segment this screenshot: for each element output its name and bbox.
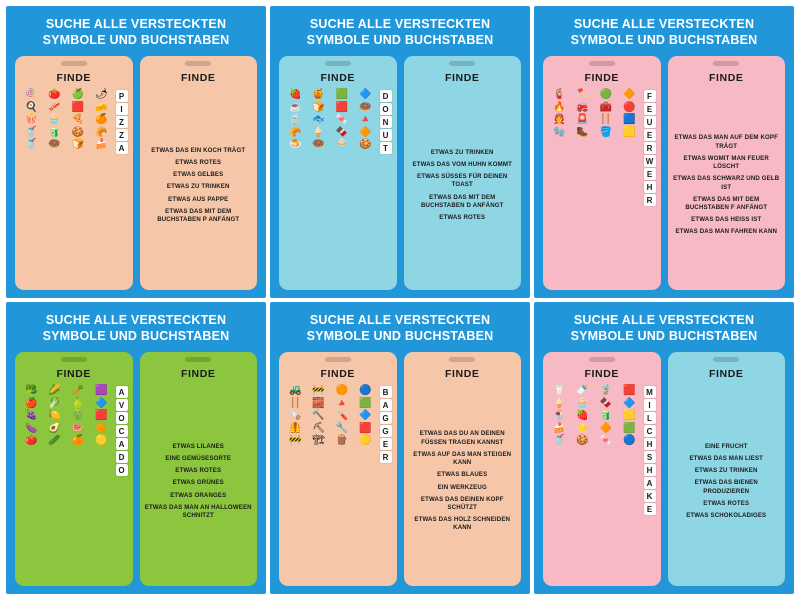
worksheet-card bbox=[6, 6, 266, 298]
symbol-icon: 🔷 bbox=[623, 397, 636, 409]
symbol-icon: 🧃 bbox=[599, 410, 613, 421]
panel-title: FINDE bbox=[445, 72, 480, 84]
card-title: SUCHE ALLE VERSTECKTEN SYMBOLE UND BUCHSTABEN bbox=[42, 17, 230, 47]
clue-item: ETWAS LILANES bbox=[172, 442, 224, 450]
clue-item: ETWAS DAS MIT DEM BUCHSTABEN D ANFÄNGT bbox=[420, 193, 504, 209]
symbol-icon: 🍯 bbox=[312, 89, 325, 100]
icon-panel-body bbox=[548, 89, 656, 282]
clue-item: ETWAS DAS MIT DEM BUCHSTABEN P ANFÄNGT bbox=[157, 207, 240, 224]
letter-tile: R bbox=[644, 142, 656, 154]
icon-grid bbox=[548, 385, 641, 447]
symbol-icon: 🍪 bbox=[71, 126, 85, 138]
letter-tile: H bbox=[644, 438, 656, 450]
symbol-icon: 🧋 bbox=[599, 385, 613, 396]
clue-item: EINE FRUCHT bbox=[704, 442, 748, 450]
symbol-icon: 🟥 bbox=[95, 410, 108, 421]
panel-tab-clue bbox=[713, 61, 739, 66]
symbol-icon: 🥓 bbox=[48, 101, 61, 113]
symbol-icon: 🍿 bbox=[24, 114, 38, 125]
panel-title: FINDE bbox=[320, 368, 355, 380]
symbol-icon: 🍎 bbox=[24, 397, 38, 409]
icon-grid bbox=[284, 385, 377, 447]
panel-title: FINDE bbox=[445, 368, 480, 380]
symbol-icon: 🍫 bbox=[335, 126, 349, 138]
symbol-icon: 🍩 bbox=[359, 101, 372, 113]
symbol-icon: 🔥 bbox=[552, 101, 566, 113]
letter-tile: Z bbox=[116, 116, 128, 128]
panel-tab-icon bbox=[325, 61, 351, 66]
letter-tile: S bbox=[644, 451, 656, 463]
clue-list bbox=[143, 385, 255, 578]
symbol-icon: ☕ bbox=[288, 101, 302, 113]
worksheet-card bbox=[270, 6, 530, 298]
letter-tile: N bbox=[380, 116, 392, 128]
symbol-icon: 🟥 bbox=[623, 385, 636, 396]
panel-title: FINDE bbox=[56, 72, 91, 84]
clue-item: ETWAS WOMIT MAN FEUER LÖSCHT bbox=[683, 154, 769, 171]
symbol-icon: 🍞 bbox=[312, 101, 325, 113]
symbol-icon: 🪵 bbox=[335, 435, 349, 446]
symbol-icon: 🍳 bbox=[24, 101, 38, 113]
symbol-icon: 👨‍🚒 bbox=[552, 114, 566, 125]
panel-title: FINDE bbox=[56, 368, 91, 380]
letter-tile: A bbox=[116, 142, 128, 154]
icon-panel bbox=[543, 352, 661, 586]
symbol-icon: 🏗 bbox=[312, 435, 325, 446]
clue-item: ETWAS DAS MAN LIEST bbox=[689, 454, 764, 462]
symbol-icon: 🍮 bbox=[288, 139, 302, 150]
symbol-icon: 🍨 bbox=[552, 410, 566, 421]
panel-tab-clue bbox=[449, 61, 475, 66]
clue-item: EINE GEMÜSESORTE bbox=[165, 454, 232, 462]
symbol-icon: 🥾 bbox=[576, 126, 589, 138]
icon-panel bbox=[15, 352, 133, 586]
symbol-icon: 🚜 bbox=[288, 385, 302, 396]
symbol-icon: 🟡 bbox=[359, 435, 372, 446]
symbol-icon: 🍪 bbox=[359, 139, 372, 150]
letter-tile: I bbox=[116, 103, 128, 115]
symbol-icon: 🍓 bbox=[576, 410, 589, 421]
symbol-icon: 🍊 bbox=[95, 114, 108, 125]
icon-panel bbox=[543, 56, 661, 290]
symbol-icon: 🚨 bbox=[576, 114, 589, 125]
clue-item: ETWAS DAS MAN AN HALLOWEEN SCHNITZT bbox=[144, 503, 252, 520]
letter-column bbox=[116, 89, 128, 154]
icon-grid bbox=[20, 385, 113, 447]
symbol-icon: 🥤 bbox=[24, 139, 38, 150]
letter-tile: D bbox=[380, 90, 392, 102]
symbol-icon: 🔷 bbox=[359, 89, 372, 100]
letter-tile: E bbox=[380, 438, 392, 450]
symbol-icon: 🔵 bbox=[359, 385, 372, 396]
symbol-icon: 🍕 bbox=[71, 114, 85, 125]
symbol-icon: 🍰 bbox=[95, 139, 108, 150]
symbol-icon: 🍊 bbox=[71, 435, 85, 446]
clue-item: ETWAS ROTES bbox=[175, 158, 222, 166]
symbol-icon: 🪛 bbox=[335, 410, 349, 421]
icon-panel bbox=[279, 352, 397, 586]
symbol-icon: 🥤 bbox=[24, 126, 38, 138]
symbol-icon: 🔶 bbox=[95, 422, 108, 434]
symbol-icon: 🧁 bbox=[576, 397, 589, 409]
card-title: SUCHE ALLE VERSTECKTEN SYMBOLE UND BUCHSTABEN bbox=[570, 313, 758, 343]
symbol-icon: 🥤 bbox=[552, 435, 566, 446]
panel-title: FINDE bbox=[584, 72, 619, 84]
letter-tile: M bbox=[644, 386, 656, 398]
clue-list bbox=[407, 89, 519, 282]
symbol-icon: 🔴 bbox=[623, 101, 636, 113]
panel-tab-icon bbox=[325, 357, 351, 362]
symbol-icon: 🌽 bbox=[48, 385, 61, 396]
clue-panel bbox=[668, 56, 786, 290]
symbol-icon: 🍇 bbox=[24, 410, 38, 421]
letter-tile: H bbox=[644, 464, 656, 476]
symbol-icon: 🧁 bbox=[48, 114, 61, 125]
card-panels bbox=[279, 352, 521, 586]
symbol-icon: 🔺 bbox=[335, 397, 349, 409]
clue-item: ETWAS DAS DEINEN KOPF SCHÜTZT bbox=[420, 495, 504, 511]
symbol-icon: 🍪 bbox=[576, 435, 589, 446]
symbol-icon: 🔶 bbox=[359, 126, 372, 138]
letter-tile: E bbox=[644, 129, 656, 141]
clue-item: ETWAS ROTES bbox=[703, 499, 750, 507]
letter-tile: W bbox=[644, 155, 656, 167]
letter-tile: T bbox=[380, 142, 392, 154]
icon-grid bbox=[284, 89, 377, 151]
worksheet-card bbox=[6, 302, 266, 594]
letter-column bbox=[380, 385, 392, 463]
icon-panel-body bbox=[284, 385, 392, 578]
letter-tile: F bbox=[644, 90, 656, 102]
panel-tab-icon bbox=[61, 357, 87, 362]
panel-tab-icon bbox=[589, 357, 615, 362]
letter-tile: A bbox=[644, 477, 656, 489]
clue-item: ETWAS DAS DU AN DEINEN FÜSSEN TRAGEN KANNST bbox=[419, 430, 505, 446]
symbol-icon: 🍋 bbox=[48, 410, 61, 421]
letter-tile: L bbox=[644, 412, 656, 424]
symbol-icon: 🥦 bbox=[24, 385, 38, 396]
symbol-icon: 🟢 bbox=[599, 89, 613, 100]
clue-list bbox=[671, 89, 783, 282]
letter-tile: O bbox=[380, 103, 392, 115]
symbol-icon: 🪜 bbox=[599, 114, 613, 125]
symbol-icon: 🍐 bbox=[71, 397, 85, 409]
letter-tile: G bbox=[380, 412, 392, 424]
clue-item: ETWAS GRÜNES bbox=[172, 479, 224, 487]
letter-tile: U bbox=[644, 116, 656, 128]
icon-panel-body bbox=[548, 385, 656, 578]
panel-title: FINDE bbox=[709, 72, 744, 84]
symbol-icon: 🥕 bbox=[71, 385, 85, 396]
symbol-icon: 🟡 bbox=[95, 435, 108, 446]
card-panels bbox=[279, 56, 521, 290]
symbol-icon: 🚧 bbox=[312, 385, 325, 396]
clue-item: ETWAS DAS BIENEN PRODUZIEREN bbox=[694, 479, 758, 495]
card-panels bbox=[543, 56, 785, 290]
symbol-icon: 🍭 bbox=[24, 89, 38, 100]
symbol-icon: 🥒 bbox=[48, 435, 61, 446]
letter-tile: I bbox=[644, 399, 656, 411]
clue-item: ETWAS DAS EIN KOCH TRÄGT bbox=[151, 146, 246, 154]
symbol-icon: 🥬 bbox=[48, 397, 61, 409]
symbol-icon: 🍰 bbox=[552, 422, 566, 434]
symbol-icon: 🍏 bbox=[71, 89, 85, 100]
symbol-icon: 🍦 bbox=[312, 126, 325, 138]
card-title: SUCHE ALLE VERSTECKTEN SYMBOLE UND BUCHSTABEN bbox=[306, 313, 494, 343]
symbol-icon: 🥛 bbox=[552, 385, 566, 396]
symbol-icon: 🪚 bbox=[288, 410, 302, 421]
symbol-icon: ⭐ bbox=[576, 422, 589, 434]
panel-title: FINDE bbox=[709, 368, 744, 380]
clue-item: ETWAS ROTES bbox=[175, 467, 222, 475]
letter-tile: Z bbox=[116, 129, 128, 141]
clue-item: ETWAS AUS PAPPE bbox=[168, 195, 229, 203]
symbol-icon: 🍅 bbox=[48, 89, 61, 100]
letter-tile: A bbox=[116, 438, 128, 450]
card-title: SUCHE ALLE VERSTECKTEN SYMBOLE UND BUCHSTABEN bbox=[42, 313, 230, 343]
letter-column bbox=[380, 89, 392, 154]
symbol-icon: 🟩 bbox=[623, 422, 636, 434]
symbol-icon: 🧀 bbox=[95, 101, 108, 113]
letter-tile: H bbox=[644, 181, 656, 193]
panel-title: FINDE bbox=[320, 72, 355, 84]
symbol-icon: 🥐 bbox=[95, 126, 108, 138]
clue-item: ETWAS AUF DAS MAN STEIGEN KANN bbox=[413, 450, 512, 467]
clue-item: ETWAS DAS MAN FAHREN KANN bbox=[675, 228, 778, 236]
worksheet-card bbox=[534, 6, 794, 298]
clue-panel bbox=[140, 56, 258, 290]
letter-tile: U bbox=[380, 129, 392, 141]
clue-item: ETWAS DAS HEISS IST bbox=[691, 216, 762, 224]
clue-item: ETWAS ORANGES bbox=[170, 491, 227, 499]
symbol-icon: 🧤 bbox=[552, 126, 566, 138]
clue-item: ETWAS DAS MAN AUF DEM KOPF TRÄGT bbox=[674, 134, 779, 150]
letter-tile: P bbox=[116, 90, 128, 102]
clue-list bbox=[671, 385, 783, 578]
letter-tile: K bbox=[644, 490, 656, 502]
symbol-icon: 🔧 bbox=[335, 422, 349, 434]
clue-panel bbox=[140, 352, 258, 586]
symbol-icon: 🍬 bbox=[335, 114, 349, 125]
symbol-icon: 🔷 bbox=[95, 397, 108, 409]
letter-tile: G bbox=[380, 425, 392, 437]
clue-item: ETWAS GELBES bbox=[173, 171, 224, 179]
clue-item: ETWAS BLAUES bbox=[437, 471, 488, 479]
panel-tab-icon bbox=[589, 61, 615, 66]
symbol-icon: 🍵 bbox=[288, 114, 302, 125]
symbol-icon: 🦺 bbox=[288, 422, 302, 434]
letter-tile: B bbox=[380, 386, 392, 398]
clue-list bbox=[407, 385, 519, 578]
panel-tab-clue bbox=[185, 357, 211, 362]
letter-tile: E bbox=[644, 503, 656, 515]
symbol-icon: 🟥 bbox=[335, 101, 349, 113]
symbol-icon: 🟥 bbox=[71, 101, 85, 113]
symbol-icon: 🚧 bbox=[288, 435, 302, 446]
letter-tile: O bbox=[116, 464, 128, 476]
symbol-icon: 🧯 bbox=[552, 89, 566, 100]
card-title: SUCHE ALLE VERSTECKTEN SYMBOLE UND BUCHSTABEN bbox=[306, 17, 494, 47]
letter-tile: O bbox=[116, 412, 128, 424]
clue-item: ETWAS SCHOKOLADIGES bbox=[686, 512, 767, 520]
letter-column bbox=[644, 385, 656, 515]
icon-panel-body bbox=[20, 89, 128, 282]
symbol-icon: 🟠 bbox=[335, 385, 349, 396]
symbol-icon: 🟦 bbox=[623, 114, 636, 125]
clue-item: ETWAS ROTES bbox=[439, 214, 486, 222]
clue-panel bbox=[668, 352, 786, 586]
symbol-icon: 🐟 bbox=[312, 114, 325, 125]
symbol-icon: 🍆 bbox=[24, 422, 38, 434]
icon-panel-body bbox=[20, 385, 128, 578]
clue-item: ETWAS DAS VOM HUHN KOMMT bbox=[412, 160, 512, 168]
letter-column bbox=[644, 89, 656, 206]
symbol-icon: 🥑 bbox=[48, 422, 61, 434]
letter-tile: A bbox=[380, 399, 392, 411]
symbol-icon: 🍼 bbox=[576, 385, 589, 396]
symbol-icon: 🍞 bbox=[71, 139, 85, 150]
panel-tab-icon bbox=[61, 61, 87, 66]
card-panels bbox=[543, 352, 785, 586]
symbol-icon: 🍅 bbox=[24, 435, 38, 446]
letter-tile: R bbox=[380, 451, 392, 463]
panel-tab-clue bbox=[449, 357, 475, 362]
symbol-icon: 🟩 bbox=[359, 397, 372, 409]
symbol-icon: 🍬 bbox=[599, 435, 613, 446]
letter-column bbox=[116, 385, 128, 476]
symbol-icon: 🟨 bbox=[623, 126, 636, 138]
clue-panel bbox=[404, 352, 522, 586]
icon-grid bbox=[20, 89, 113, 151]
symbol-icon: 🔷 bbox=[359, 410, 372, 421]
letter-tile: E bbox=[644, 168, 656, 180]
icon-panel bbox=[15, 56, 133, 290]
symbol-icon: 🚒 bbox=[576, 101, 589, 113]
symbol-icon: 🟨 bbox=[623, 410, 636, 421]
symbol-icon: 🪓 bbox=[576, 89, 589, 100]
panel-title: FINDE bbox=[181, 72, 216, 84]
clue-list bbox=[143, 89, 255, 282]
symbol-icon: 🍫 bbox=[599, 397, 613, 409]
symbol-icon: 🧰 bbox=[599, 101, 613, 113]
symbol-icon: 🟩 bbox=[335, 89, 349, 100]
clue-item: ETWAS DAS MIT DEM BUCHSTABEN F ANFÄNGT bbox=[685, 195, 768, 211]
clue-item: ETWAS DAS SCHWARZ UND GELB IST bbox=[673, 175, 780, 191]
panel-tab-clue bbox=[185, 61, 211, 66]
panel-title: FINDE bbox=[181, 368, 216, 380]
letter-tile: R bbox=[644, 194, 656, 206]
clue-item: ETWAS ZU TRINKEN bbox=[430, 148, 494, 156]
symbol-icon: 🧱 bbox=[312, 397, 325, 409]
clue-item: ETWAS ZU TRINKEN bbox=[166, 183, 230, 191]
clue-item: ETWAS DAS HOLZ SCHNEIDEN KANN bbox=[414, 516, 511, 532]
symbol-icon: 🟥 bbox=[359, 422, 372, 434]
clue-item: ETWAS ZU TRINKEN bbox=[694, 467, 758, 475]
clue-item: EIN WERKZEUG bbox=[437, 483, 487, 491]
icon-panel bbox=[279, 56, 397, 290]
symbol-icon: 🍓 bbox=[288, 89, 302, 100]
symbol-icon: 🔺 bbox=[359, 114, 372, 125]
symbol-icon: 🧃 bbox=[48, 126, 61, 138]
letter-tile: D bbox=[116, 451, 128, 463]
symbol-icon: 🍉 bbox=[71, 422, 85, 434]
symbol-icon: 🪜 bbox=[288, 397, 302, 409]
symbol-icon: ⛏ bbox=[312, 422, 325, 434]
letter-tile: E bbox=[644, 103, 656, 115]
clue-item: ETWAS SÜSSES FÜR DEINEN TOAST bbox=[417, 173, 508, 189]
letter-tile: C bbox=[116, 425, 128, 437]
panel-title: FINDE bbox=[584, 368, 619, 380]
letter-tile: C bbox=[644, 425, 656, 437]
symbol-icon: 🥐 bbox=[288, 126, 302, 138]
worksheet-card bbox=[534, 302, 794, 594]
symbol-icon: 🫑 bbox=[71, 410, 85, 421]
symbol-icon: 🧁 bbox=[335, 139, 349, 150]
symbol-icon: 🟪 bbox=[95, 385, 108, 396]
letter-tile: A bbox=[116, 386, 128, 398]
symbol-icon: 🔶 bbox=[623, 89, 636, 100]
card-panels bbox=[15, 352, 257, 586]
clue-panel bbox=[404, 56, 522, 290]
symbol-icon: 🍦 bbox=[552, 397, 566, 409]
symbol-icon: 🔨 bbox=[312, 410, 325, 421]
symbol-icon: 🔶 bbox=[599, 422, 613, 434]
symbol-icon: 🍩 bbox=[312, 139, 325, 150]
icon-grid bbox=[548, 89, 641, 138]
letter-tile: V bbox=[116, 399, 128, 411]
symbol-icon: 🌶 bbox=[94, 89, 108, 100]
symbol-icon: 🍩 bbox=[48, 139, 61, 150]
symbol-icon: 🔵 bbox=[623, 435, 636, 446]
card-title: SUCHE ALLE VERSTECKTEN SYMBOLE UND BUCHSTABEN bbox=[570, 17, 758, 47]
symbol-icon: 🪣 bbox=[599, 126, 613, 138]
worksheet-card bbox=[270, 302, 530, 594]
panel-tab-clue bbox=[713, 357, 739, 362]
card-panels bbox=[15, 56, 257, 290]
icon-panel-body bbox=[284, 89, 392, 282]
